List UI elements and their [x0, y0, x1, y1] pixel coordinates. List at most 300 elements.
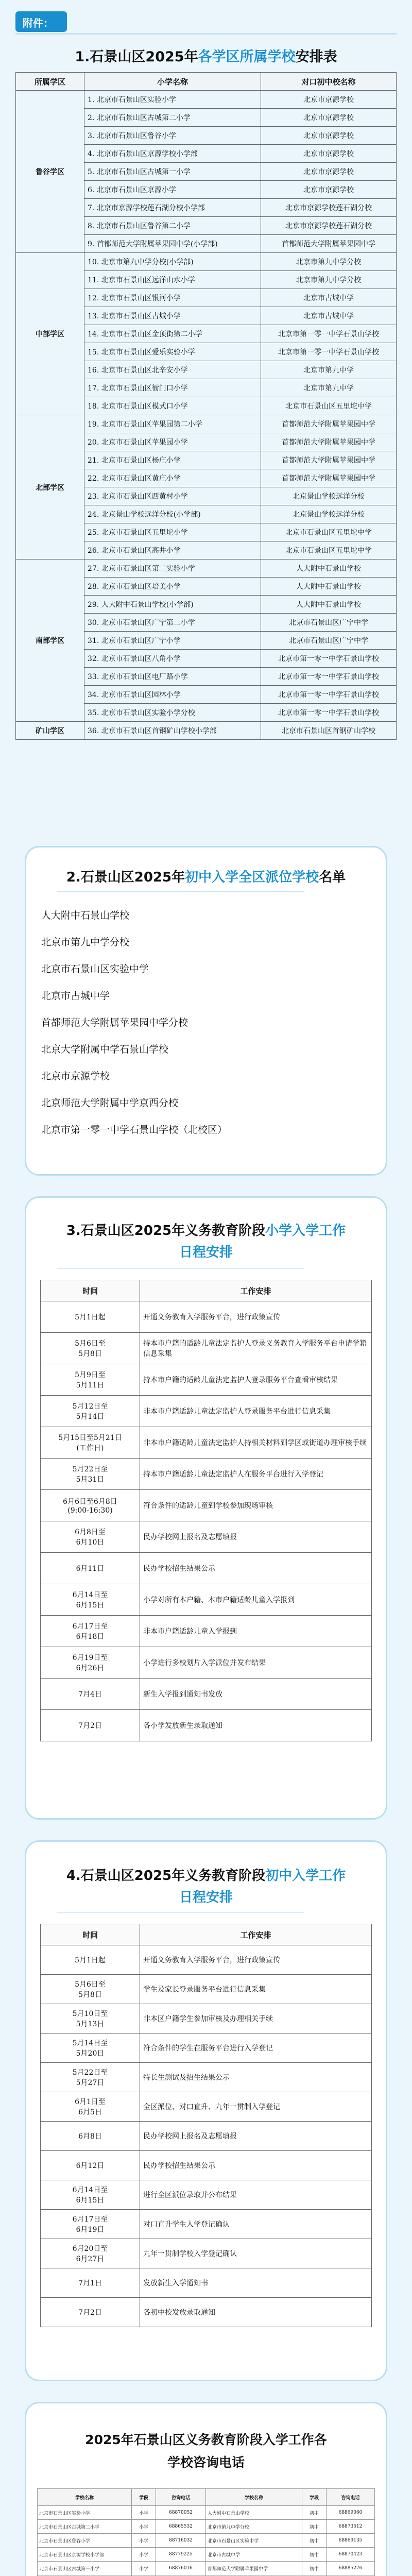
list-item: 北京市第九中学分校 [41, 937, 130, 948]
primary-school-name: 北京市石景山区京源学校小学部 [96, 150, 198, 158]
phone-number: 68885276 [327, 2562, 375, 2575]
section2-title-prefix: 2.石景山区2025年 [66, 870, 185, 885]
middle-school: 北京市古城中学 [261, 289, 397, 307]
middle-school: 首都师范大学附属苹果园中学 [261, 433, 397, 451]
row-number: 5 [88, 168, 92, 176]
primary-school: 21. 北京市石景山区杨庄小学 [84, 451, 261, 469]
primary-school-name: 北京市石景山区苹果园小学 [101, 438, 188, 447]
row-number: 29 [88, 601, 97, 609]
row-number: 22 [88, 474, 97, 483]
district-name: 南部学区 [16, 560, 84, 722]
school-name: 人大附中石景山学校 [206, 2506, 302, 2520]
primary-school-name: 北京市石景山区模式口小学 [101, 402, 188, 411]
row-number: 24 [88, 511, 97, 519]
row-number: 30 [88, 619, 97, 627]
row-number: 19 [88, 420, 97, 429]
schedule-work: 发放新生入学通知书 [140, 2268, 372, 2298]
primary-school-name: 北京市石景山区园林小学 [101, 691, 181, 699]
middle-school: 北京市第九中学分校 [261, 253, 397, 271]
middle-school: 北京市石景山区五里坨中学 [261, 541, 397, 560]
phone-number: 88716032 [156, 2534, 206, 2548]
primary-school-name: 北京市石景山区鲁谷第二小学 [96, 222, 191, 230]
table-row [16, 722, 397, 740]
col-time: 时间 [41, 1924, 140, 1945]
row-number: 10 [88, 258, 97, 266]
primary-school-name: 北京市第九中学分校(小学部) [101, 258, 194, 266]
schedule-time: 5月12日至 5月14日 [41, 1396, 140, 1427]
primary-school: 5. 北京市石景山区古城第一小学 [84, 163, 261, 181]
district-name: 鲁谷学区 [16, 91, 84, 253]
primary-school: 6. 北京市石景山区京源小学 [84, 181, 261, 199]
primary-school: 26. 北京市石景山区高井小学 [84, 541, 261, 560]
list-item: 北京市第一零一中学石景山学校（北校区） [41, 1124, 228, 1136]
primary-school: 4. 北京市石景山区京源学校小学部 [84, 145, 261, 163]
primary-school: 10. 北京市第九中学分校(小学部) [84, 253, 261, 271]
primary-school: 18. 北京市石景山区模式口小学 [84, 397, 261, 415]
stage: 初中 [302, 2534, 327, 2548]
primary-school-name: 北京市石景山区衙门口小学 [101, 384, 188, 393]
col-stage-b: 学段 [302, 2489, 327, 2506]
row-number: 7 [88, 204, 92, 212]
header-divider [15, 33, 397, 35]
primary-school-name: 北京市石景山区古城第二小学 [96, 114, 191, 122]
primary-school: 29. 人大附中石景山学校(小学部) [84, 596, 261, 614]
row-number: 17 [88, 384, 97, 393]
middle-school: 北京景山学校远洋分校 [261, 487, 397, 505]
primary-school: 30. 北京市石景山区广宁第二小学 [84, 614, 261, 632]
primary-school-name: 北京市石景山区西黄村小学 [101, 493, 188, 501]
middle-school: 北京市第九中学分校 [261, 271, 397, 289]
section4-subtitle: 日程安排 [179, 1890, 233, 1905]
section1-title-highlight: 各学区所属学校 [198, 49, 296, 65]
middle-school: 北京市京源学校 [261, 109, 397, 127]
school-name: 北京市石景山区实验小学 [38, 2506, 132, 2520]
table-row [41, 1396, 372, 1427]
primary-school: 24. 北京景山学校远洋分校(小学部) [84, 505, 261, 523]
primary-school: 31. 北京市石景山区广宁小学 [84, 632, 261, 650]
list-item: 人大附中石景山学校 [41, 910, 130, 921]
table-row [41, 2122, 372, 2151]
row-number: 25 [88, 529, 97, 537]
row-number: 15 [88, 348, 97, 357]
primary-school-name: 北京市石景山区远洋山水小学 [101, 276, 195, 284]
table-row [41, 1364, 372, 1396]
middle-school: 北京市第一零一中学石景山学校 [261, 704, 397, 722]
schedule-work: 符合条件的适龄儿童到学校参加现场审核 [140, 1490, 372, 1521]
row-number: 34 [88, 691, 97, 699]
table-row [41, 1975, 372, 2004]
section3-rule [57, 1268, 304, 1269]
phone-number: 68869135 [327, 2534, 375, 2548]
school-name: 北京市石景山区古城第一小学 [38, 2562, 132, 2575]
table-row [41, 2210, 372, 2239]
table-row [41, 2268, 372, 2298]
list-item: 首都师范大学附属苹果园中学分校 [41, 1017, 188, 1028]
row-number: 20 [88, 438, 97, 447]
primary-school-name: 北京市石景山区八角小学 [101, 655, 181, 663]
schedule-work: 民办学校招生结果公示 [140, 1553, 372, 1584]
row-number: 4 [88, 150, 92, 158]
primary-school-name: 北京市石景山区京源小学 [96, 186, 176, 194]
col-middle: 对口初中校名称 [261, 73, 397, 91]
primary-school-name: 北京市石景山区金顶街第二小学 [101, 330, 202, 338]
schedule-work: 九年一贯制学校入学登记确认 [140, 2239, 372, 2268]
attachment-label-box [15, 11, 67, 32]
middle-school: 首都师范大学附属苹果园中学 [261, 469, 397, 487]
schedule-work: 符合条件的学生在服务平台进行入学登记 [140, 2033, 372, 2063]
middle-school: 北京市京源学校莲石湖分校 [261, 217, 397, 235]
table-row [41, 1333, 372, 1364]
row-number: 28 [88, 583, 97, 591]
row-number: 35 [88, 709, 97, 717]
table-row [41, 2180, 372, 2210]
table-row [38, 2506, 375, 2520]
schedule-work: 学生及家长登录服务平台进行信息采集 [140, 1975, 372, 2004]
primary-school-name: 北京市石景山区广宁第二小学 [101, 619, 195, 627]
row-number: 3 [88, 132, 92, 140]
section1-title-prefix: 1.石景山区2025年 [75, 49, 198, 65]
phone-number: 68865532 [156, 2520, 206, 2534]
middle-school: 首都师范大学附属苹果园中学 [261, 235, 397, 253]
primary-school-name: 北京市石景山区黄庄小学 [101, 474, 181, 483]
middle-school: 北京市京源学校莲石湖分校 [261, 199, 397, 217]
middle-school: 北京市京源学校 [261, 127, 397, 145]
stage: 初中 [302, 2506, 327, 2520]
primary-school: 20. 北京市石景山区苹果园小学 [84, 433, 261, 451]
list-item: 北京师范大学附属中学京西分校 [41, 1097, 179, 1109]
stage: 小学 [132, 2534, 156, 2548]
list-item: 北京大学附属中学石景山学校 [41, 1044, 169, 1055]
table-row [41, 2298, 372, 2327]
schedule-work: 持本市户籍适龄儿童法定监护人在服务平台进行入学登记 [140, 1459, 372, 1490]
schedule-time: 6月17日至 6月18日 [41, 1616, 140, 1647]
middle-school: 北京市京源学校 [261, 163, 397, 181]
primary-school-name: 北京市石景山区鲁谷小学 [96, 132, 176, 140]
primary-school: 16. 北京市石景山区北辛安小学 [84, 361, 261, 379]
schedule-work: 特长生测试及招生结果公示 [140, 2063, 372, 2092]
primary-school: 19. 北京市石景山区苹果园第二小学 [84, 415, 261, 433]
middle-school: 北京市第九中学 [261, 379, 397, 397]
middle-school: 人大附中石景山学校 [261, 560, 397, 578]
phone-number: 68870052 [156, 2506, 206, 2520]
section4-title [0, 1865, 412, 1884]
middle-school: 北京市京源学校 [261, 145, 397, 163]
middle-school: 北京市第一零一中学石景山学校 [261, 668, 397, 686]
stage: 小学 [132, 2520, 156, 2534]
district-name: 中部学区 [16, 253, 84, 415]
stage: 初中 [302, 2548, 327, 2562]
table-row [41, 2092, 372, 2122]
section3-title-highlight: 小学入学工作 [265, 1223, 346, 1239]
schedule-time: 5月6日至 5月8日 [41, 1975, 140, 2004]
schedule-time: 5月6日至 5月8日 [41, 1333, 140, 1364]
col-school-a: 学校名称 [38, 2489, 132, 2506]
table-row [41, 1459, 372, 1490]
list-item: 北京市石景山区实验中学 [41, 963, 149, 975]
primary-school-name: 北京市石景山区古城第一小学 [96, 168, 191, 176]
col-phone-b: 咨询电话 [327, 2489, 375, 2506]
schedule-time: 5月22日至 5月31日 [41, 1459, 140, 1490]
primary-school: 33. 北京市石景山区电厂路小学 [84, 668, 261, 686]
schedule-work: 持本市户籍的适龄儿童法定监护人登录义务教育入学服务平台申请学籍信息采集 [140, 1333, 372, 1364]
middle-school: 北京市第一零一中学石景山学校 [261, 650, 397, 668]
table-row [41, 2063, 372, 2092]
primary-school: 23. 北京市石景山区西黄村小学 [84, 487, 261, 505]
phone-number: 88779225 [156, 2548, 206, 2562]
middle-school: 北京市石景山区首钢矿山学校 [261, 722, 397, 740]
primary-school: 7. 北京市京源学校莲石湖分校小学部 [84, 199, 261, 217]
table-row [16, 560, 397, 578]
schedule-work: 全区派位、对口直升、九年一贯制入学登记 [140, 2092, 372, 2122]
primary-school: 17. 北京市石景山区衙门口小学 [84, 379, 261, 397]
schedule-time: 5月1日起 [41, 1301, 140, 1333]
section3-title [0, 1220, 412, 1239]
schedule-work: 持本市户籍的适龄儿童法定监护人登录服务平台查看审核结果 [140, 1364, 372, 1396]
section1-title-suffix: 安排表 [295, 49, 337, 65]
stage: 小学 [132, 2506, 156, 2520]
col-school-b: 学校名称 [206, 2489, 302, 2506]
phone-number: 68870423 [327, 2548, 375, 2562]
row-number: 6 [88, 186, 92, 194]
stage: 小学 [132, 2562, 156, 2575]
school-name: 北京市石景山区古城第二小学 [38, 2520, 132, 2534]
schedule-work: 小学对所有本户籍、本市户籍适龄儿童入学报到 [140, 1584, 372, 1616]
middle-schedule-table [40, 1924, 372, 2327]
table-row [16, 91, 397, 109]
list-item: 北京市古城中学 [41, 990, 110, 1002]
section5-title-line1: 2025年石景山区义务教育阶段入学工作各 [85, 2432, 327, 2447]
table-row [41, 1945, 372, 1975]
row-number: 9 [88, 240, 92, 248]
table-row [41, 1679, 372, 1710]
school-name: 首都师范大学附属苹果园中学 [206, 2562, 302, 2575]
section2-title [0, 867, 412, 886]
col-primary: 小学名称 [84, 73, 261, 91]
middle-school: 首都师范大学附属苹果园中学 [261, 451, 397, 469]
row-number: 32 [88, 655, 97, 663]
primary-school-name: 北京市石景山区实验小学 [96, 96, 176, 104]
attachment-label: 附件： [23, 17, 54, 29]
primary-school: 2. 北京市石景山区古城第二小学 [84, 109, 261, 127]
schedule-time: 5月15日至5月21日 (工作日) [41, 1427, 140, 1459]
middle-school: 北京市石景山区五里坨中学 [261, 523, 397, 541]
schedule-time: 6月20日至 6月27日 [41, 2239, 140, 2268]
schedule-work: 非本区户籍学生参加审核及办理相关手续 [140, 2004, 372, 2033]
middle-school: 北京景山学校远洋分校 [261, 505, 397, 523]
phone-number: 68869060 [327, 2506, 375, 2520]
primary-school: 36. 北京市石景山区首钢矿山学校小学部 [84, 722, 261, 740]
row-number: 27 [88, 565, 97, 573]
row-number: 26 [88, 547, 97, 555]
primary-school: 11. 北京市石景山区远洋山水小学 [84, 271, 261, 289]
primary-school-name: 首都师范大学附属苹果园中学(小学部) [96, 240, 218, 248]
schedule-work: 非本市户籍适龄儿童入学报到 [140, 1616, 372, 1647]
table-row [41, 1553, 372, 1584]
middle-school: 人大附中石景山学校 [261, 596, 397, 614]
primary-school: 1. 北京市石景山区实验小学 [84, 91, 261, 109]
table-row [38, 2562, 375, 2575]
primary-school-name: 北京景山学校远洋分校(小学部) [101, 511, 201, 519]
schedule-time: 5月9日至 5月11日 [41, 1364, 140, 1396]
primary-school: 9. 首都师范大学附属苹果园中学(小学部) [84, 235, 261, 253]
row-number: 21 [88, 456, 97, 465]
schedule-work: 开通义务教育入学服务平台，进行政策宣传 [140, 1945, 372, 1975]
primary-school-name: 北京市石景山区培美小学 [101, 583, 181, 591]
table-row [41, 2151, 372, 2180]
schedule-time: 6月17日至 6月19日 [41, 2210, 140, 2239]
schedule-time: 7月2日 [41, 1710, 140, 1741]
table-row [41, 2239, 372, 2268]
row-number: 33 [88, 673, 97, 681]
section4-title-highlight: 初中入学工作 [265, 1868, 346, 1884]
schedule-time: 5月10日至 5月13日 [41, 2004, 140, 2033]
schedule-work: 非本市户籍适龄儿童法定监护人登录服务平台进行信息采集 [140, 1396, 372, 1427]
primary-school-name: 北京市石景山区实验小学分校 [101, 709, 195, 717]
primary-school-name: 北京市石景山区首钢矿山学校小学部 [101, 727, 217, 735]
table-row [16, 253, 397, 271]
table-row [41, 1647, 372, 1679]
middle-school: 北京市京源学校 [261, 181, 397, 199]
row-number: 23 [88, 493, 97, 501]
table-row [38, 2534, 375, 2548]
primary-school-name: 北京市石景山区高井小学 [101, 547, 181, 555]
schedule-work: 对口直升学生入学登记确认 [140, 2210, 372, 2239]
row-number: 2 [88, 114, 92, 122]
schedule-time: 6月11日 [41, 1553, 140, 1584]
section1-title [0, 45, 412, 65]
col-phone-a: 咨询电话 [156, 2489, 206, 2506]
primary-school: 25. 北京市石景山区五里坨小学 [84, 523, 261, 541]
row-number: 31 [88, 637, 97, 645]
district-name: 北部学区 [16, 415, 84, 560]
section3-subtitle: 日程安排 [179, 1245, 233, 1260]
phone-number: 68876016 [156, 2562, 206, 2575]
schedule-time: 5月22日至 5月27日 [41, 2063, 140, 2092]
schedule-time: 6月14日至 6月15日 [41, 2180, 140, 2210]
col-work: 工作安排 [140, 1280, 372, 1301]
table-row [41, 1301, 372, 1333]
stage: 初中 [302, 2562, 327, 2575]
section2-rule [57, 891, 304, 892]
primary-school: 34. 北京市石景山区园林小学 [84, 686, 261, 704]
schedule-time: 7月1日 [41, 2268, 140, 2298]
primary-school-name: 北京市石景山区银河小学 [101, 294, 181, 302]
primary-school: 13. 北京市石景山区古城小学 [84, 307, 261, 325]
district-school-table [15, 72, 397, 740]
primary-school: 32. 北京市石景山区八角小学 [84, 650, 261, 668]
school-name: 北京市石景山区实验中学 [206, 2534, 302, 2548]
row-number: 12 [88, 294, 97, 302]
primary-school-name: 北京市石景山区五里坨小学 [101, 529, 188, 537]
row-number: 36 [88, 727, 97, 735]
col-district: 所属学区 [16, 73, 84, 91]
col-stage-a: 学段 [132, 2489, 156, 2506]
table-row [41, 1616, 372, 1647]
primary-school: 14. 北京市石景山区金顶街第二小学 [84, 325, 261, 343]
primary-school: 8. 北京市石景山区鲁谷第二小学 [84, 217, 261, 235]
primary-school-name: 北京市石景山区广宁小学 [101, 637, 181, 645]
schedule-time: 6月8日至 6月10日 [41, 1521, 140, 1553]
table-row [38, 2548, 375, 2562]
list-item: 北京市京源学校 [41, 1071, 110, 1082]
schedule-time: 6月1日至 6月5日 [41, 2092, 140, 2122]
schedule-work: 民办学校招生结果公示 [140, 2151, 372, 2180]
row-number: 8 [88, 222, 92, 230]
school-name: 北京市古城中学 [206, 2548, 302, 2562]
schedule-time: 6月8日 [41, 2122, 140, 2151]
table-row [41, 1490, 372, 1521]
schedule-time: 5月14日至 5月20日 [41, 2033, 140, 2063]
schedule-work: 民办学校网上报名及志愿填报 [140, 2122, 372, 2151]
primary-school-name: 北京市石景山区杨庄小学 [101, 456, 181, 465]
schedule-time: 6月19日至 6月26日 [41, 1647, 140, 1679]
table-row [16, 415, 397, 433]
section2-title-highlight: 初中入学全区派位学校 [185, 870, 319, 885]
primary-school: 15. 北京市石景山区爱乐实验小学 [84, 343, 261, 361]
schedule-time: 6月12日 [41, 2151, 140, 2180]
middle-school: 北京市古城中学 [261, 307, 397, 325]
stage: 小学 [132, 2548, 156, 2562]
middle-school: 北京市京源学校 [261, 91, 397, 109]
middle-school: 北京市第一零一中学石景山学校 [261, 325, 397, 343]
phone-table [37, 2488, 375, 2576]
section3-title-prefix: 3.石景山区2025年义务教育阶段 [66, 1223, 266, 1239]
section5-title-line2: 学校咨询电话 [167, 2455, 245, 2470]
col-work: 工作安排 [140, 1924, 372, 1945]
district-name: 矿山学区 [16, 722, 84, 740]
table-row [41, 2004, 372, 2033]
primary-school: 28. 北京市石景山区培美小学 [84, 578, 261, 596]
schedule-time: 7月4日 [41, 1679, 140, 1710]
stage: 初中 [302, 2520, 327, 2534]
primary-school-name: 北京市石景山区古城小学 [101, 312, 181, 320]
school-name: 北京市石景山区京源学校小学部 [38, 2548, 132, 2562]
school-name: 北京市石景山区鲁谷小学 [38, 2534, 132, 2548]
schedule-time: 6月14日至 6月15日 [41, 1584, 140, 1616]
schedule-work: 新生入学报到通知书发放 [140, 1679, 372, 1710]
middle-school: 人大附中石景山学校 [261, 578, 397, 596]
primary-school-name: 北京市石景山区电厂路小学 [101, 673, 188, 681]
row-number: 13 [88, 312, 97, 320]
middle-school: 北京市石景山区广宁中学 [261, 614, 397, 632]
primary-school-name: 北京市京源学校莲石湖分校小学部 [96, 204, 205, 212]
schedule-time: 5月1日起 [41, 1945, 140, 1975]
primary-school-name: 北京市石景山区爱乐实验小学 [101, 348, 195, 357]
middle-school: 北京市第一零一中学石景山学校 [261, 686, 397, 704]
schedule-work: 各小学发放新生录取通知 [140, 1710, 372, 1741]
row-number: 18 [88, 402, 97, 411]
row-number: 16 [88, 366, 97, 375]
primary-school: 12. 北京市石景山区银河小学 [84, 289, 261, 307]
row-number: 1 [88, 96, 92, 104]
primary-schedule-table [40, 1280, 372, 1741]
schedule-work: 民办学校网上报名及志愿填报 [140, 1521, 372, 1553]
schedule-work: 开通义务教育入学服务平台，进行政策宣传 [140, 1301, 372, 1333]
primary-school-name: 北京市石景山区苹果园第二小学 [101, 420, 202, 429]
primary-school: 35. 北京市石景山区实验小学分校 [84, 704, 261, 722]
primary-school: 27. 北京市石景山区第二实验小学 [84, 560, 261, 578]
school-name: 北京市第九中学分校 [206, 2520, 302, 2534]
table-row [38, 2520, 375, 2534]
schedule-work: 小学进行多校划片入学派位并发布结果 [140, 1647, 372, 1679]
middle-school: 北京市石景山区五里坨中学 [261, 397, 397, 415]
middle-school: 北京市第一零一中学石景山学校 [261, 343, 397, 361]
table-row [41, 1521, 372, 1553]
primary-school-name: 人大附中石景山学校(小学部) [101, 601, 194, 609]
table-row [41, 2033, 372, 2063]
schedule-work: 非本市户籍适龄儿童法定监护人持相关材料到学区或街道办理审核手续 [140, 1427, 372, 1459]
middle-school: 首都师范大学附属苹果园中学 [261, 415, 397, 433]
